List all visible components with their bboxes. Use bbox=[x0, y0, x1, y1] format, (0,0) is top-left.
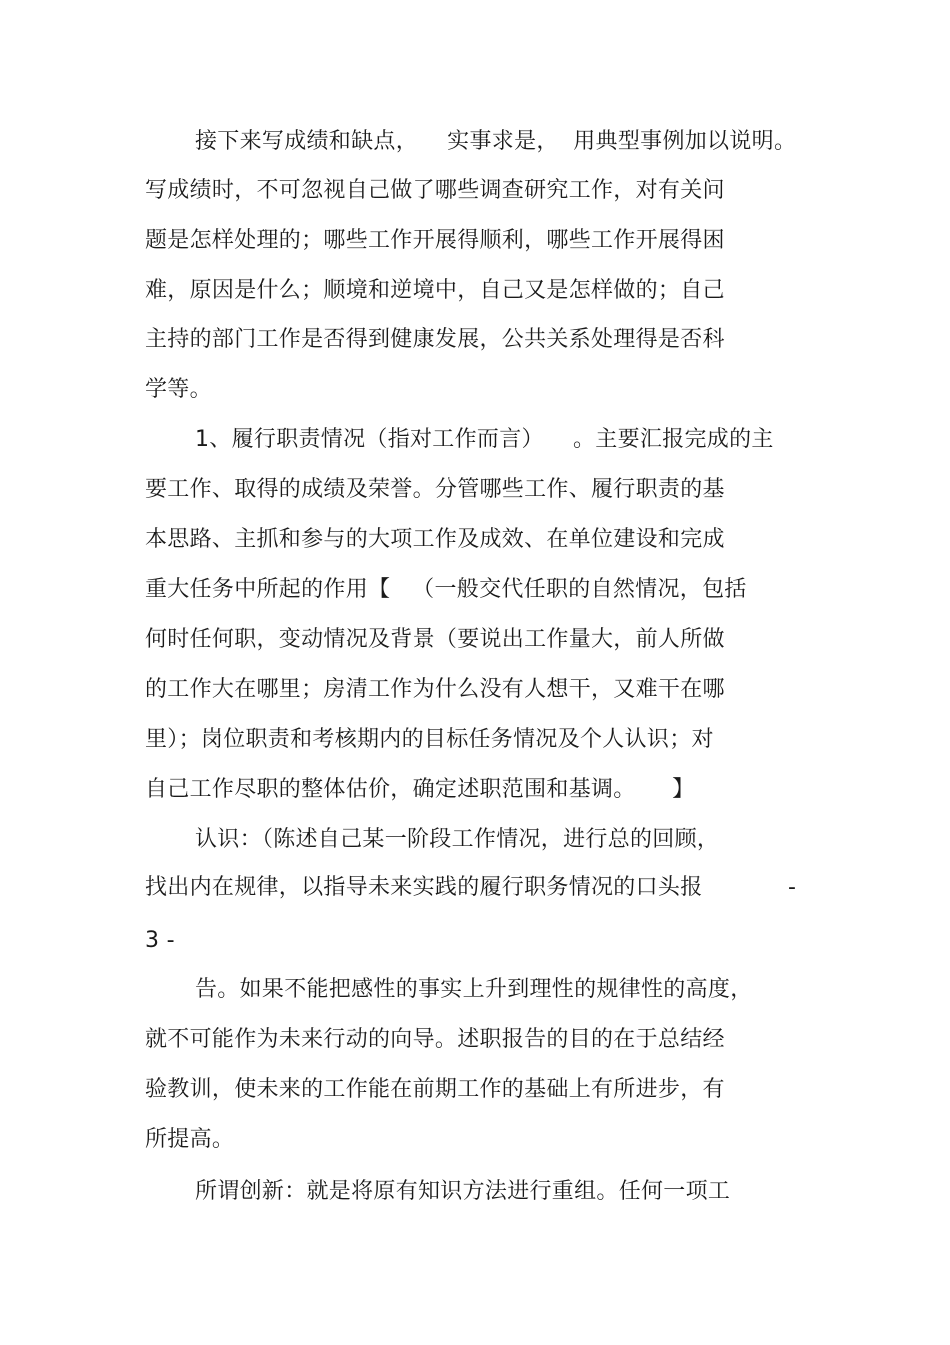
text-line: 学等。 bbox=[145, 377, 212, 402]
text-line: 验教训，使未来的工作能在前期工作的基础上有所进步，有 bbox=[145, 1077, 725, 1102]
text-line: 题是怎样处理的；哪些工作开展得顺利，哪些工作开展得困 bbox=[145, 228, 725, 253]
text-line: 认识：（陈述自己某一阶段工作情况，进行总的回顾， bbox=[195, 827, 720, 852]
text-line: 难，原因是什么；顺境和逆境中，自己又是怎样做的；自己 bbox=[145, 278, 725, 303]
text-line: 里）；岗位职责和考核期内的目标任务情况及个人认识；对 bbox=[145, 727, 714, 752]
text-line: 告。如果不能把感性的事实上升到理性的规律性的高度， bbox=[195, 977, 753, 1002]
text-line: 所谓创新：就是将原有知识方法进行重组。任何一项工 bbox=[195, 1179, 731, 1204]
text-line: 重大任务中所起的作用【 （一般交代任职的自然情况，包括 bbox=[145, 577, 747, 602]
text-line: 何时任何职，变动情况及背景（要说出工作量大，前人所做 bbox=[145, 627, 725, 652]
text-line: 写成绩时，不可忽视自己做了哪些调查研究工作，对有关问 bbox=[145, 178, 725, 203]
page-number: 3 - bbox=[145, 928, 175, 953]
text-line: 要工作、取得的成绩及荣誉。分管哪些工作、履行职责的基 bbox=[145, 477, 725, 502]
text-line: 的工作大在哪里；房清工作为什么没有人想干，又难干在哪 bbox=[145, 677, 725, 702]
text-line: 自己工作尽职的整体估价，确定述职范围和基调。 】 bbox=[145, 777, 695, 802]
text-line: 本思路、主抓和参与的大项工作及成效、在单位建设和完成 bbox=[145, 527, 725, 552]
text-line: 找出内在规律，以指导未来实践的履行职务情况的口头报 bbox=[145, 875, 703, 900]
text-line: 1、履行职责情况（指对工作而言） 。主要汇报完成的主 bbox=[195, 427, 774, 452]
text-line: 所提高。 bbox=[145, 1127, 235, 1152]
page-number-dash: - bbox=[788, 875, 797, 900]
text-line: 就不可能作为未来行动的向导。述职报告的目的在于总结经 bbox=[145, 1027, 725, 1052]
text-line: 主持的部门工作是否得到健康发展，公共关系处理得是否科 bbox=[145, 327, 725, 352]
text-line: 接下来写成绩和缺点， 实事求是， 用典型事例加以说明。 bbox=[195, 129, 797, 154]
